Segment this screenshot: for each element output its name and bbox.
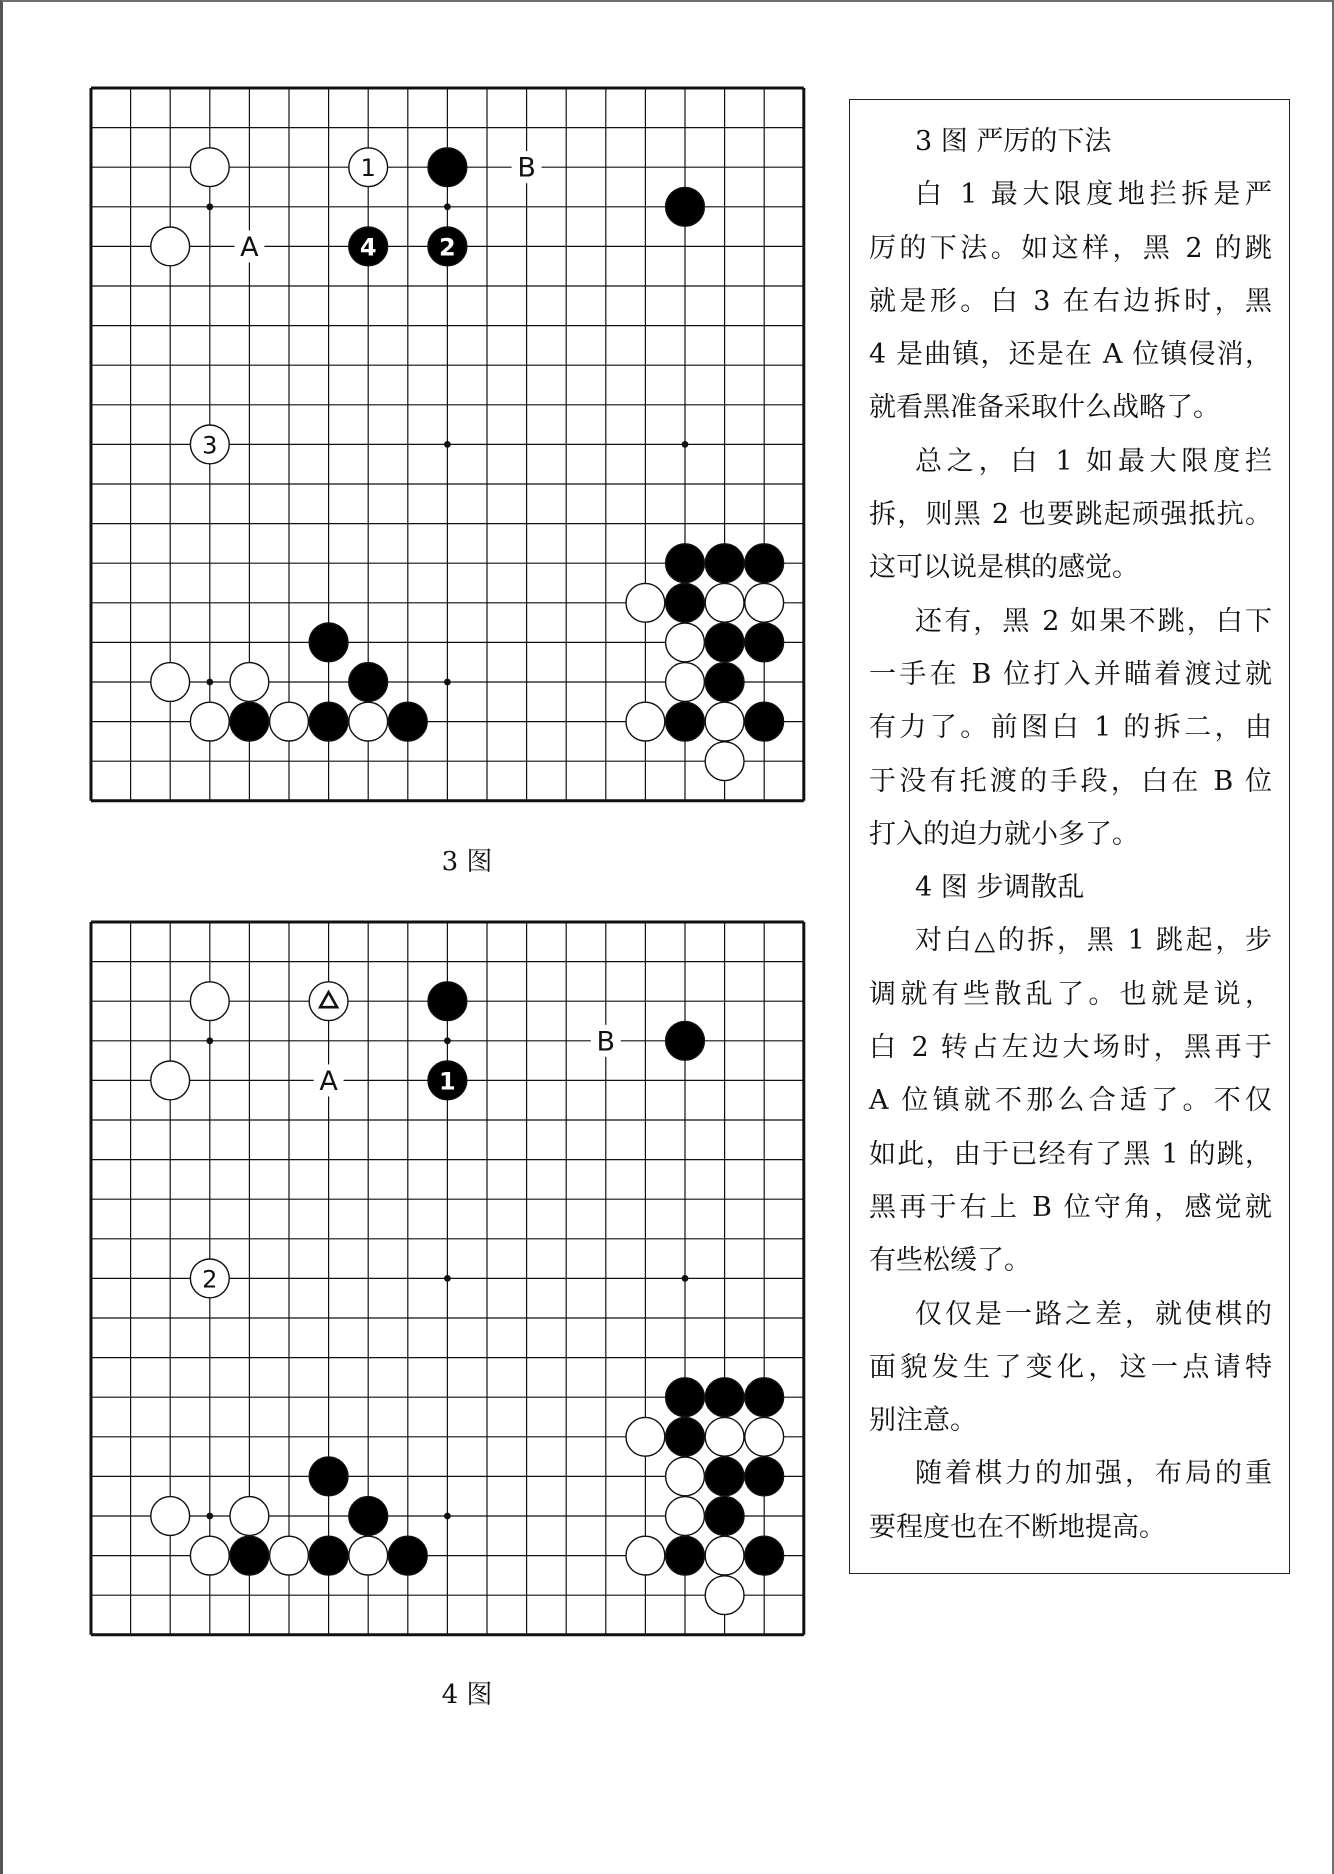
paragraph	[869, 1447, 1272, 1554]
stone-disc	[388, 1536, 427, 1575]
heading-line: 4 图 步调散乱	[915, 872, 1085, 904]
black-stone	[428, 148, 467, 187]
stone-disc	[309, 702, 348, 741]
white-stone	[151, 227, 190, 266]
white-stone	[349, 1536, 388, 1575]
black-stone	[428, 982, 467, 1021]
stone-disc	[349, 702, 388, 741]
point-label: B	[517, 152, 536, 184]
white-stone	[705, 1417, 744, 1456]
white-stone	[666, 1457, 705, 1496]
star-point	[206, 1513, 213, 1520]
white-stone	[349, 702, 388, 741]
text-line: 白 2 转占左边大场时，黑再于	[869, 1032, 1272, 1064]
star-point	[444, 441, 451, 448]
star-point	[206, 1037, 213, 1044]
text-line: 黑再于右上 B 位守角，感觉就	[869, 1191, 1272, 1223]
commentary-box	[849, 99, 1290, 1574]
stone-disc	[705, 623, 744, 662]
stone-disc	[270, 702, 309, 741]
star-point	[206, 679, 213, 686]
stone-disc	[626, 1417, 665, 1456]
text-line: 白 1 最大限度地拦拆是严	[915, 179, 1272, 211]
black-stone	[666, 1417, 705, 1456]
stone-disc	[705, 1417, 744, 1456]
stone-disc	[666, 583, 705, 622]
paragraph	[869, 435, 1272, 595]
black-stone	[349, 1497, 388, 1536]
black-stone	[666, 187, 705, 226]
stone-disc	[745, 583, 784, 622]
section-heading	[869, 115, 1272, 168]
stone-disc	[270, 1536, 309, 1575]
white-stone	[666, 663, 705, 702]
white-stone	[705, 1576, 744, 1615]
star-point	[444, 679, 451, 686]
stone-disc	[151, 1497, 190, 1536]
stone-disc	[626, 1536, 665, 1575]
text-line: 厉的下法。如这样，黑 2 的跳	[869, 232, 1272, 264]
stone-disc	[349, 663, 388, 702]
black-stone	[349, 663, 388, 702]
black-stone	[230, 1536, 269, 1575]
diagram-caption: 3 图	[441, 847, 493, 877]
white-stone	[626, 702, 665, 741]
text-line: 拆，则黑 2 也要跳起顽强抵抗。	[869, 499, 1272, 531]
stone-disc	[745, 1457, 784, 1496]
white-stone	[190, 702, 229, 741]
text-line: 对白△的拆，黑 1 跳起，步	[915, 925, 1272, 957]
black-stone	[666, 1021, 705, 1060]
white-stone	[151, 1497, 190, 1536]
stone-disc	[428, 982, 467, 1021]
star-point	[682, 1275, 689, 1282]
white-stone	[666, 623, 705, 662]
stone-disc	[428, 148, 467, 187]
stone-disc	[705, 1378, 744, 1417]
white-stone	[666, 1497, 705, 1536]
star-point	[444, 1275, 451, 1282]
white-stone	[626, 1536, 665, 1575]
white-stone	[705, 742, 744, 781]
stone-disc	[705, 1497, 744, 1536]
stone-disc	[309, 982, 348, 1021]
text-line: 4 是曲镇，还是在 A 位镇侵消，	[869, 339, 1272, 371]
stone-disc	[626, 583, 665, 622]
point-label: A	[319, 1065, 338, 1097]
stone-disc	[151, 1061, 190, 1100]
white-stone	[190, 1259, 229, 1298]
white-stone	[270, 702, 309, 741]
black-stone	[666, 702, 705, 741]
black-stone	[309, 702, 348, 741]
black-stone	[745, 623, 784, 662]
move-number: 1	[360, 154, 376, 183]
stone-disc	[666, 1457, 705, 1496]
black-stone	[388, 702, 427, 741]
stone-disc	[151, 663, 190, 702]
star-point	[444, 1037, 451, 1044]
stone-disc	[666, 1378, 705, 1417]
stone-disc	[666, 1536, 705, 1575]
go-board-diagram-4	[61, 892, 835, 1666]
black-stone	[745, 1378, 784, 1417]
black-stone	[309, 1457, 348, 1496]
white-stone	[745, 583, 784, 622]
black-stone	[705, 1457, 744, 1496]
paragraph	[869, 914, 1272, 1287]
stone-disc	[230, 1536, 269, 1575]
white-stone	[190, 982, 229, 1021]
move-number: 4	[359, 233, 377, 262]
stone-disc	[666, 663, 705, 702]
stone-disc	[705, 1536, 744, 1575]
heading-line: 3 图 严厉的下法	[915, 126, 1112, 157]
stone-disc	[388, 702, 427, 741]
text-line: 随着棋力的加强，布局的重	[915, 1458, 1272, 1490]
stone-disc	[349, 1536, 388, 1575]
black-stone	[666, 583, 705, 622]
stone-disc	[705, 583, 744, 622]
black-stone	[666, 544, 705, 583]
stone-disc	[705, 742, 744, 781]
stone-disc	[745, 702, 784, 741]
white-stone	[626, 1417, 665, 1456]
black-stone	[705, 663, 744, 702]
white-stone	[705, 1536, 744, 1575]
stone-disc	[666, 1417, 705, 1456]
text-line: 还有，黑 2 如果不跳，白下	[915, 605, 1272, 637]
text-line: 有力了。前图白 1 的拆二，由	[869, 712, 1272, 744]
stone-disc	[190, 148, 229, 187]
black-stone	[309, 623, 348, 662]
black-stone	[705, 544, 744, 583]
text-line: 打入的迫力就小多了。	[869, 818, 1139, 850]
star-point	[444, 1513, 451, 1520]
stone-disc	[666, 1497, 705, 1536]
white-stone	[349, 148, 388, 187]
stone-disc	[745, 544, 784, 583]
white-stone	[190, 1536, 229, 1575]
stone-disc	[705, 1457, 744, 1496]
black-stone	[388, 1536, 427, 1575]
stone-disc	[666, 702, 705, 741]
section-heading	[869, 861, 1272, 914]
move-number: 1	[439, 1067, 456, 1096]
stone-disc	[230, 1497, 269, 1536]
black-stone	[349, 227, 388, 266]
stone-disc	[666, 623, 705, 662]
stone-disc	[309, 623, 348, 662]
star-point	[682, 441, 689, 448]
white-stone	[230, 663, 269, 702]
stone-disc	[666, 1021, 705, 1060]
stone-disc	[705, 544, 744, 583]
text-line: 要程度也在不断地提高。	[869, 1511, 1166, 1543]
text-line: 一手在 B 位打入并瞄着渡过就	[869, 658, 1272, 690]
point-label: A	[240, 231, 259, 263]
star-point	[206, 203, 213, 210]
black-stone	[309, 1536, 348, 1575]
stone-disc	[190, 702, 229, 741]
stone-disc	[666, 544, 705, 583]
black-stone	[705, 1497, 744, 1536]
stone-disc	[626, 702, 665, 741]
move-number: 3	[202, 431, 218, 460]
black-stone	[230, 702, 269, 741]
stone-disc	[705, 702, 744, 741]
paragraph	[869, 595, 1272, 861]
star-point	[444, 203, 451, 210]
black-stone	[745, 1457, 784, 1496]
stone-disc	[151, 227, 190, 266]
white-stone	[705, 702, 744, 741]
white-stone	[745, 1417, 784, 1456]
stone-disc	[190, 982, 229, 1021]
stone-disc	[666, 187, 705, 226]
stone-disc	[309, 1536, 348, 1575]
stone-disc	[230, 702, 269, 741]
stone-disc	[309, 1457, 348, 1496]
black-stone	[705, 623, 744, 662]
text-line: 别注意。	[869, 1405, 977, 1437]
black-stone	[428, 1061, 467, 1100]
text-line: 有些松缓了。	[869, 1245, 1031, 1277]
stone-disc	[745, 1536, 784, 1575]
move-number: 2	[202, 1265, 218, 1294]
stone-disc	[349, 1497, 388, 1536]
white-stone	[151, 1061, 190, 1100]
text-line: A 位镇就不那么合适了。不仅	[869, 1085, 1272, 1117]
diagram-caption: 4 图	[441, 1680, 493, 1710]
white-stone	[626, 583, 665, 622]
white-stone	[190, 425, 229, 464]
text-line: 总之，白 1 如最大限度拦	[915, 445, 1272, 477]
stone-disc	[230, 663, 269, 702]
text-line: 调就有些散乱了。也就是说，	[869, 978, 1272, 1010]
point-label: B	[596, 1026, 616, 1058]
text-line: 于没有托渡的手段，白在 B 位	[869, 765, 1272, 797]
move-number: 2	[439, 233, 456, 262]
stone-disc	[705, 1576, 744, 1615]
text-line: 就看黑准备采取什么战略了。	[869, 392, 1220, 424]
stone-disc	[745, 1417, 784, 1456]
paragraph	[869, 1288, 1272, 1448]
black-stone	[745, 544, 784, 583]
white-stone	[705, 583, 744, 622]
black-stone	[428, 227, 467, 266]
black-stone	[666, 1536, 705, 1575]
stone-disc	[745, 1378, 784, 1417]
white-stone	[309, 982, 348, 1021]
text-line: 这可以说是棋的感觉。	[869, 552, 1139, 584]
white-stone	[230, 1497, 269, 1536]
stone-disc	[190, 1536, 229, 1575]
text-line: 仅仅是一路之差，就使棋的	[915, 1298, 1272, 1330]
paragraph	[869, 168, 1272, 434]
black-stone	[666, 1378, 705, 1417]
white-stone	[190, 148, 229, 187]
white-stone	[270, 1536, 309, 1575]
text-line: 面貌发生了变化，这一点请特	[869, 1351, 1272, 1383]
black-stone	[745, 1536, 784, 1575]
stone-disc	[745, 623, 784, 662]
go-board-diagram-3	[61, 58, 835, 832]
black-stone	[705, 1378, 744, 1417]
stone-disc	[705, 663, 744, 702]
black-stone	[745, 702, 784, 741]
white-stone	[151, 663, 190, 702]
text-line: 如此，由于已经有了黑 1 的跳，	[869, 1138, 1272, 1170]
text-line: 就是形。白 3 在右边拆时，黑	[869, 285, 1272, 317]
